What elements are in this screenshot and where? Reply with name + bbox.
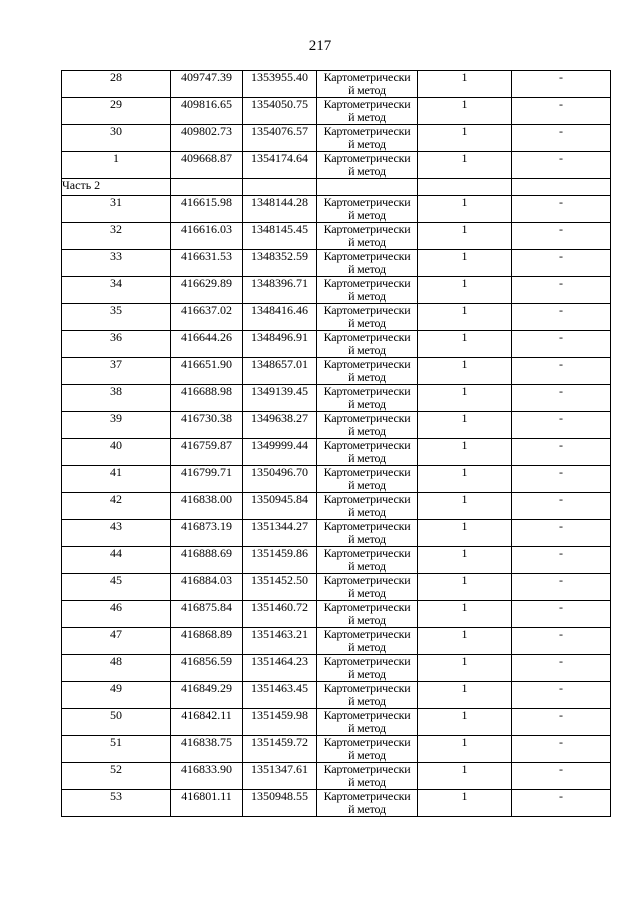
accuracy-value: 1 <box>418 304 512 331</box>
method-line-1: Картометрически <box>323 762 411 776</box>
method-line-2: й метод <box>348 316 386 330</box>
method-line-2: й метод <box>348 505 386 519</box>
method-cell <box>317 277 418 304</box>
method-cell <box>317 520 418 547</box>
method-cell <box>317 304 418 331</box>
coordinate-y: 1351459.72 <box>243 736 317 763</box>
table-row <box>62 331 611 358</box>
dash-value: - <box>512 358 611 385</box>
accuracy-value: 1 <box>418 574 512 601</box>
method-line-1: Картометрически <box>323 681 411 695</box>
accuracy-value: 1 <box>418 277 512 304</box>
coordinate-y: 1348657.01 <box>243 358 317 385</box>
coordinate-x: 409747.39 <box>171 71 243 98</box>
table-row <box>62 412 611 439</box>
coordinate-x: 416799.71 <box>171 466 243 493</box>
point-number: 41 <box>62 466 171 493</box>
dash-value: - <box>512 520 611 547</box>
method-line-1: Картометрически <box>323 546 411 560</box>
method-line-1: Картометрически <box>323 249 411 263</box>
method-cell <box>317 331 418 358</box>
method-line-1: Картометрически <box>323 276 411 290</box>
method-line-1: Картометрически <box>323 330 411 344</box>
accuracy-value: 1 <box>418 385 512 412</box>
method-line-1: Картометрически <box>323 151 411 165</box>
coordinate-y: 1351459.86 <box>243 547 317 574</box>
coordinate-x: 416688.98 <box>171 385 243 412</box>
point-number: 52 <box>62 763 171 790</box>
coordinate-y: 1351347.61 <box>243 763 317 790</box>
table-row <box>62 358 611 385</box>
part-label: Часть 2 <box>62 179 171 196</box>
coordinate-x: 416849.29 <box>171 682 243 709</box>
point-number: 32 <box>62 223 171 250</box>
method-line-1: Картометрически <box>323 465 411 479</box>
accuracy-value: 1 <box>418 358 512 385</box>
coordinate-y: 1354174.64 <box>243 152 317 179</box>
table-row <box>62 98 611 125</box>
method-line-2: й метод <box>348 721 386 735</box>
method-cell <box>317 125 418 152</box>
method-line-2: й метод <box>348 775 386 789</box>
coordinate-y: 1349999.44 <box>243 439 317 466</box>
coordinate-x: 416842.11 <box>171 709 243 736</box>
dash-value: - <box>512 763 611 790</box>
coordinate-y: 1351452.50 <box>243 574 317 601</box>
table-row <box>62 71 611 98</box>
coordinate-y: 1348352.59 <box>243 250 317 277</box>
coordinate-x: 416833.90 <box>171 763 243 790</box>
method-line-1: Картометрически <box>323 303 411 317</box>
point-number: 53 <box>62 790 171 817</box>
point-number: 47 <box>62 628 171 655</box>
table-row <box>62 277 611 304</box>
coordinate-y: 1348396.71 <box>243 277 317 304</box>
method-line-1: Картометрически <box>323 789 411 803</box>
accuracy-value: 1 <box>418 223 512 250</box>
dash-value: - <box>512 71 611 98</box>
method-line-1: Картометрически <box>323 195 411 209</box>
coordinate-x: 416730.38 <box>171 412 243 439</box>
point-number: 42 <box>62 493 171 520</box>
accuracy-value: 1 <box>418 493 512 520</box>
method-line-2: й метод <box>348 478 386 492</box>
method-line-1: Картометрически <box>323 708 411 722</box>
dash-value: - <box>512 547 611 574</box>
table-row <box>62 125 611 152</box>
coordinate-y: 1351463.21 <box>243 628 317 655</box>
point-number: 45 <box>62 574 171 601</box>
point-number: 29 <box>62 98 171 125</box>
method-cell <box>317 98 418 125</box>
coordinate-x: 416856.59 <box>171 655 243 682</box>
method-line-2: й метод <box>348 424 386 438</box>
dash-value: - <box>512 790 611 817</box>
method-cell <box>317 709 418 736</box>
accuracy-value: 1 <box>418 682 512 709</box>
method-line-1: Картометрически <box>323 600 411 614</box>
table-row <box>62 763 611 790</box>
table-row <box>62 250 611 277</box>
method-cell <box>317 196 418 223</box>
method-line-1: Картометрически <box>323 70 411 84</box>
coordinate-y: 1350496.70 <box>243 466 317 493</box>
coordinate-x: 416884.03 <box>171 574 243 601</box>
table-row <box>62 790 611 817</box>
empty-cell <box>171 179 243 196</box>
point-number: 37 <box>62 358 171 385</box>
point-number: 36 <box>62 331 171 358</box>
point-number: 40 <box>62 439 171 466</box>
method-line-2: й метод <box>348 532 386 546</box>
method-cell <box>317 152 418 179</box>
empty-cell <box>243 179 317 196</box>
method-line-1: Картометрически <box>323 411 411 425</box>
method-cell <box>317 628 418 655</box>
dash-value: - <box>512 709 611 736</box>
accuracy-value: 1 <box>418 412 512 439</box>
coordinate-y: 1349638.27 <box>243 412 317 439</box>
coordinate-y: 1350945.84 <box>243 493 317 520</box>
method-line-2: й метод <box>348 289 386 303</box>
table-row <box>62 304 611 331</box>
accuracy-value: 1 <box>418 763 512 790</box>
method-cell <box>317 682 418 709</box>
accuracy-value: 1 <box>418 601 512 628</box>
page-number: 217 <box>308 38 332 54</box>
point-number: 48 <box>62 655 171 682</box>
accuracy-value: 1 <box>418 331 512 358</box>
method-cell <box>317 250 418 277</box>
accuracy-value: 1 <box>418 98 512 125</box>
method-line-2: й метод <box>348 640 386 654</box>
accuracy-value: 1 <box>418 439 512 466</box>
table-row <box>62 196 611 223</box>
method-line-2: й метод <box>348 748 386 762</box>
table-row <box>62 466 611 493</box>
coordinate-x: 416629.89 <box>171 277 243 304</box>
point-number: 34 <box>62 277 171 304</box>
method-line-1: Картометрически <box>323 222 411 236</box>
dash-value: - <box>512 574 611 601</box>
coordinate-x: 409668.87 <box>171 152 243 179</box>
method-cell <box>317 574 418 601</box>
method-line-1: Картометрически <box>323 357 411 371</box>
accuracy-value: 1 <box>418 196 512 223</box>
method-line-2: й метод <box>348 235 386 249</box>
dash-value: - <box>512 223 611 250</box>
empty-cell <box>317 179 418 196</box>
accuracy-value: 1 <box>418 547 512 574</box>
method-line-2: й метод <box>348 613 386 627</box>
coordinate-x: 416873.19 <box>171 520 243 547</box>
point-number: 44 <box>62 547 171 574</box>
coordinate-y: 1351463.45 <box>243 682 317 709</box>
dash-value: - <box>512 493 611 520</box>
method-line-2: й метод <box>348 164 386 178</box>
method-cell <box>317 439 418 466</box>
coordinate-y: 1348496.91 <box>243 331 317 358</box>
coordinate-x: 416615.98 <box>171 196 243 223</box>
method-line-2: й метод <box>348 586 386 600</box>
coordinate-x: 416644.26 <box>171 331 243 358</box>
method-line-2: й метод <box>348 110 386 124</box>
point-number: 43 <box>62 520 171 547</box>
coordinate-x: 416637.02 <box>171 304 243 331</box>
dash-value: - <box>512 601 611 628</box>
method-cell <box>317 358 418 385</box>
coordinate-x: 416631.53 <box>171 250 243 277</box>
table-row <box>62 601 611 628</box>
coordinate-x: 409816.65 <box>171 98 243 125</box>
coordinate-y: 1348416.46 <box>243 304 317 331</box>
table-row <box>62 520 611 547</box>
coordinate-x: 416759.87 <box>171 439 243 466</box>
dash-value: - <box>512 331 611 358</box>
method-cell <box>317 493 418 520</box>
point-number: 50 <box>62 709 171 736</box>
dash-value: - <box>512 628 611 655</box>
point-number: 33 <box>62 250 171 277</box>
coordinates-table-body-part-1 <box>62 71 611 179</box>
dash-value: - <box>512 412 611 439</box>
table-row <box>62 493 611 520</box>
coordinate-y: 1354076.57 <box>243 125 317 152</box>
method-line-1: Картометрически <box>323 124 411 138</box>
table-row <box>62 439 611 466</box>
coordinate-x: 416875.84 <box>171 601 243 628</box>
accuracy-value: 1 <box>418 125 512 152</box>
table-row <box>62 223 611 250</box>
method-line-2: й метод <box>348 343 386 357</box>
coordinate-x: 416838.75 <box>171 736 243 763</box>
method-line-2: й метод <box>348 262 386 276</box>
coordinates-table-body-part-2 <box>62 196 611 817</box>
method-cell <box>317 547 418 574</box>
dash-value: - <box>512 277 611 304</box>
coordinate-y: 1351459.98 <box>243 709 317 736</box>
coordinate-x: 416888.69 <box>171 547 243 574</box>
method-line-2: й метод <box>348 208 386 222</box>
table-row <box>62 547 611 574</box>
accuracy-value: 1 <box>418 655 512 682</box>
method-cell <box>317 763 418 790</box>
coordinate-y: 1349139.45 <box>243 385 317 412</box>
coordinate-y: 1351464.23 <box>243 655 317 682</box>
method-cell <box>317 223 418 250</box>
point-number: 38 <box>62 385 171 412</box>
coordinates-table <box>61 70 611 817</box>
accuracy-value: 1 <box>418 520 512 547</box>
dash-value: - <box>512 152 611 179</box>
dash-value: - <box>512 466 611 493</box>
point-number: 1 <box>62 152 171 179</box>
coordinate-x: 416868.89 <box>171 628 243 655</box>
dash-value: - <box>512 250 611 277</box>
method-line-1: Картометрически <box>323 384 411 398</box>
method-line-1: Картометрически <box>323 492 411 506</box>
accuracy-value: 1 <box>418 709 512 736</box>
dash-value: - <box>512 196 611 223</box>
coordinate-y: 1354050.75 <box>243 98 317 125</box>
accuracy-value: 1 <box>418 790 512 817</box>
method-line-2: й метод <box>348 802 386 816</box>
coordinate-x: 416801.11 <box>171 790 243 817</box>
method-line-1: Картометрически <box>323 97 411 111</box>
method-cell <box>317 385 418 412</box>
method-cell <box>317 71 418 98</box>
method-line-2: й метод <box>348 397 386 411</box>
method-cell <box>317 466 418 493</box>
accuracy-value: 1 <box>418 250 512 277</box>
method-line-1: Картометрически <box>323 627 411 641</box>
table-row <box>62 736 611 763</box>
method-line-2: й метод <box>348 83 386 97</box>
method-cell <box>317 655 418 682</box>
point-number: 30 <box>62 125 171 152</box>
dash-value: - <box>512 682 611 709</box>
table-row <box>62 655 611 682</box>
method-line-1: Картометрически <box>323 519 411 533</box>
table-row <box>62 628 611 655</box>
point-number: 31 <box>62 196 171 223</box>
method-line-2: й метод <box>348 370 386 384</box>
accuracy-value: 1 <box>418 71 512 98</box>
accuracy-value: 1 <box>418 466 512 493</box>
method-cell <box>317 601 418 628</box>
table-row <box>62 385 611 412</box>
part-header-body <box>62 179 611 196</box>
accuracy-value: 1 <box>418 736 512 763</box>
accuracy-value: 1 <box>418 152 512 179</box>
dash-value: - <box>512 385 611 412</box>
point-number: 51 <box>62 736 171 763</box>
coordinate-y: 1348144.28 <box>243 196 317 223</box>
method-cell <box>317 736 418 763</box>
method-cell <box>317 412 418 439</box>
method-line-2: й метод <box>348 451 386 465</box>
coordinate-y: 1353955.40 <box>243 71 317 98</box>
dash-value: - <box>512 655 611 682</box>
point-number: 39 <box>62 412 171 439</box>
method-line-2: й метод <box>348 667 386 681</box>
coordinate-y: 1351344.27 <box>243 520 317 547</box>
coordinate-x: 416651.90 <box>171 358 243 385</box>
method-line-1: Картометрически <box>323 654 411 668</box>
part-header-row <box>62 179 611 196</box>
coordinate-x: 416616.03 <box>171 223 243 250</box>
table-row <box>62 574 611 601</box>
coordinate-y: 1350948.55 <box>243 790 317 817</box>
method-line-2: й метод <box>348 559 386 573</box>
coordinate-y: 1351460.72 <box>243 601 317 628</box>
coordinate-x: 416838.00 <box>171 493 243 520</box>
dash-value: - <box>512 125 611 152</box>
table-row <box>62 152 611 179</box>
method-line-1: Картометрически <box>323 735 411 749</box>
accuracy-value: 1 <box>418 628 512 655</box>
coordinate-x: 409802.73 <box>171 125 243 152</box>
table-row <box>62 682 611 709</box>
method-cell <box>317 790 418 817</box>
table-row <box>62 709 611 736</box>
point-number: 49 <box>62 682 171 709</box>
empty-cell <box>418 179 512 196</box>
method-line-2: й метод <box>348 137 386 151</box>
point-number: 46 <box>62 601 171 628</box>
dash-value: - <box>512 736 611 763</box>
point-number: 35 <box>62 304 171 331</box>
dash-value: - <box>512 98 611 125</box>
dash-value: - <box>512 439 611 466</box>
method-line-2: й метод <box>348 694 386 708</box>
method-line-1: Картометрически <box>323 573 411 587</box>
coordinate-y: 1348145.45 <box>243 223 317 250</box>
dash-value: - <box>512 304 611 331</box>
method-line-1: Картометрически <box>323 438 411 452</box>
empty-cell <box>512 179 611 196</box>
point-number: 28 <box>62 71 171 98</box>
